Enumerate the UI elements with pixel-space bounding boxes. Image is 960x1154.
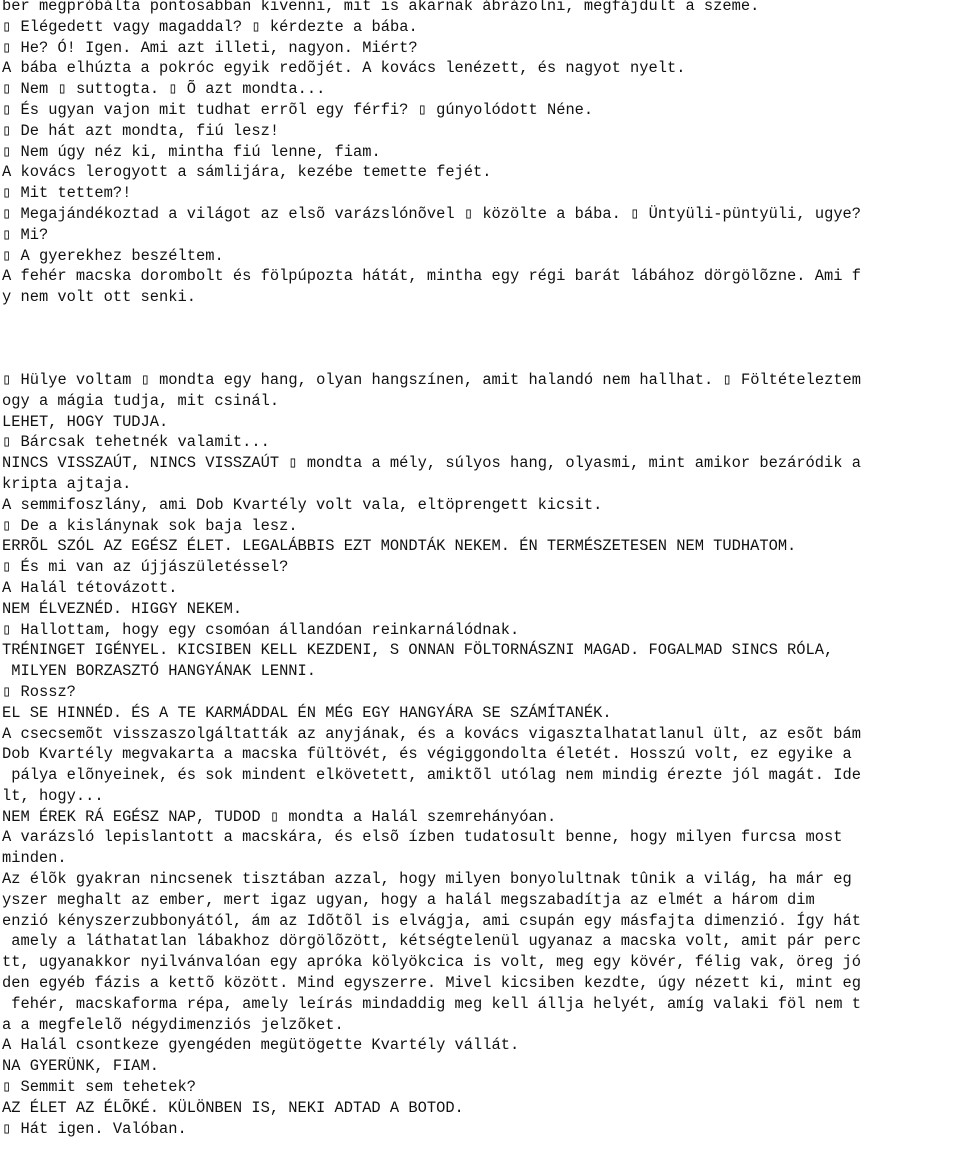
text-section-2 [2, 370, 960, 1139]
text-line: LEHET, HOGY TUDJA. [2, 412, 169, 431]
text-line: NINCS VISSZAÚT, NINCS VISSZAÚT ▯ mondta a mély, súlyos hang, olyasmi, mint amikor bezáródik a [2, 454, 861, 473]
text-line: A semmifoszlány, ami Dob Kvartély volt vala, eltöprengett kicsit. [2, 495, 603, 514]
document-page [2, 0, 960, 1139]
text-line: ▯ Nem úgy néz ki, mintha fiú lenne, fiam. [2, 142, 381, 161]
text-line: ▯ Elégedett vagy magaddal? ▯ kérdezte a bába. [2, 17, 418, 36]
text-line: ▯ Rossz? [2, 682, 76, 701]
text-line: minden. [2, 849, 67, 868]
text-line: A Halál tétovázott. [2, 578, 178, 597]
text-line: NA GYERÜNK, FIAM. [2, 1057, 160, 1076]
text-line: ber megpróbálta pontosabban kivenni, mit is akarnak ábrázolni, megfájdult a szeme. [2, 0, 760, 15]
text-line: A kovács lerogyott a sámlijára, kezébe temette fejét. [2, 163, 492, 182]
text-line: ▯ De a kislánynak sok baja lesz. [2, 516, 298, 535]
text-line: fehér, macskaforma répa, amely leírás mindaddig meg kell állja helyét, amíg valaki föl nem t [2, 994, 861, 1013]
text-line: ▯ Mit tettem?! [2, 184, 132, 203]
text-line: a a megfelelõ négydimenziós jelzõket. [2, 1015, 344, 1034]
text-line: y nem volt ott senki. [2, 288, 196, 307]
text-line: ▯ De hát azt mondta, fiú lesz! [2, 121, 280, 140]
text-line: EL SE HINNÉD. ÉS A TE KARMÁDDAL ÉN MÉG EGY HANGYÁRA SE SZÁMÍTANÉK. [2, 703, 612, 722]
text-line: kripta ajtaja. [2, 474, 132, 493]
text-line: ▯ Nem ▯ suttogta. ▯ Õ azt mondta... [2, 80, 326, 99]
text-line: ▯ És ugyan vajon mit tudhat errõl egy férfi? ▯ gúnyolódott Néne. [2, 100, 594, 119]
text-line: NEM ÉREK RÁ EGÉSZ NAP, TUDOD ▯ mondta a Halál szemrehányóan. [2, 807, 557, 826]
text-line: AZ ÉLET AZ ÉLÕKÉ. KÜLÖNBEN IS, NEKI ADTAD A BOTOD. [2, 1098, 464, 1117]
text-line: A bába elhúzta a pokróc egyik redõjét. A kovács lenézett, és nagyot nyelt. [2, 59, 686, 78]
section-gap [2, 308, 960, 370]
text-line: ▯ A gyerekhez beszéltem. [2, 246, 224, 265]
text-line: A varázsló lepislantott a macskára, és elsõ ízben tudatosult benne, hogy milyen furcsa most [2, 828, 843, 847]
text-line: pálya elõnyeinek, és sok mindent elkövetett, amiktõl utólag nem mindig érezte jól magát. Ide [2, 766, 861, 785]
text-line: Az élõk gyakran nincsenek tisztában azzal, hogy milyen bonyolultnak tûnik a világ, ha már eg [2, 870, 852, 889]
text-line: ▯ Hülye voltam ▯ mondta egy hang, olyan hangszínen, amit halandó nem hallhat. ▯ Föltételeztem [2, 370, 862, 389]
text-line: MILYEN BORZASZTÓ HANGYÁNAK LENNI. [2, 662, 317, 681]
text-line: lt, hogy... [2, 786, 104, 805]
text-line: ERRÕL SZÓL AZ EGÉSZ ÉLET. LEGALÁBBIS EZT MONDTÁK NEKEM. ÉN TERMÉSZETESEN NEM TUDHATOM. [2, 537, 797, 556]
text-line: ▯ Hallottam, hogy egy csomóan állandóan reinkarnálódnak. [2, 620, 520, 639]
text-line: A csecsemõt visszaszolgáltatták az anyjának, és a kovács vigasztalhatatlanul ült, az esõt bám [2, 724, 861, 743]
text-line: NEM ÉLVEZNÉD. HIGGY NEKEM. [2, 599, 243, 618]
text-line: amely a láthatatlan lábakhoz dörgölõzött, kétségtelenül ugyanaz a macska volt, amit pár perc [2, 932, 861, 951]
text-line: ▯ És mi van az újjászületéssel? [2, 558, 289, 577]
text-line: yszer meghalt az ember, mert igaz ugyan, hogy a halál megszabadítja az elmét a három dim [2, 890, 815, 909]
text-line: ogy a mágia tudja, mit csinál. [2, 391, 280, 410]
text-line: ▯ He? Ó! Igen. Ami azt illeti, nagyon. Miért? [2, 38, 418, 57]
text-section-1 [2, 0, 960, 308]
text-line: ▯ Semmit sem tehetek? [2, 1078, 196, 1097]
text-line: A fehér macska dorombolt és fölpúpozta hátát, mintha egy régi barát lábához dörgölõzne. Ami f [2, 267, 861, 286]
text-line: Dob Kvartély megvakarta a macska fültövét, és végiggondolta életét. Hosszú volt, ez egyike a [2, 745, 852, 764]
text-line: ▯ Bárcsak tehetnék valamit... [2, 433, 270, 452]
text-line: A Halál csontkeze gyengéden megütögette Kvartély vállát. [2, 1036, 520, 1055]
text-line: TRÉNINGET IGÉNYEL. KICSIBEN KELL KEZDENI, S ONNAN FÖLTORNÁSZNI MAGAD. FOGALMAD SINCS RÓLA, [2, 641, 834, 660]
text-line: tt, ugyanakkor nyilvánvalóan egy apróka kölyökcica is volt, meg egy kövér, félig vak, öreg jó [2, 953, 861, 972]
text-line: ▯ Megajándékoztad a világot az elsõ varázslónõvel ▯ közölte a bába. ▯ Üntyüli-püntyüli, ugye? [2, 204, 862, 223]
text-line: enzió kényszerzubbonyától, ám az Idõtõl is elvágja, ami csupán egy másfajta dimenzió. Így hát [2, 911, 861, 930]
text-line: ▯ Mi? [2, 225, 49, 244]
text-line: ▯ Hát igen. Valóban. [2, 1119, 187, 1138]
text-line: den egyéb fázis a kettõ között. Mind egyszerre. Mivel kicsiben kezdte, úgy nézett ki, mint eg [2, 974, 861, 993]
